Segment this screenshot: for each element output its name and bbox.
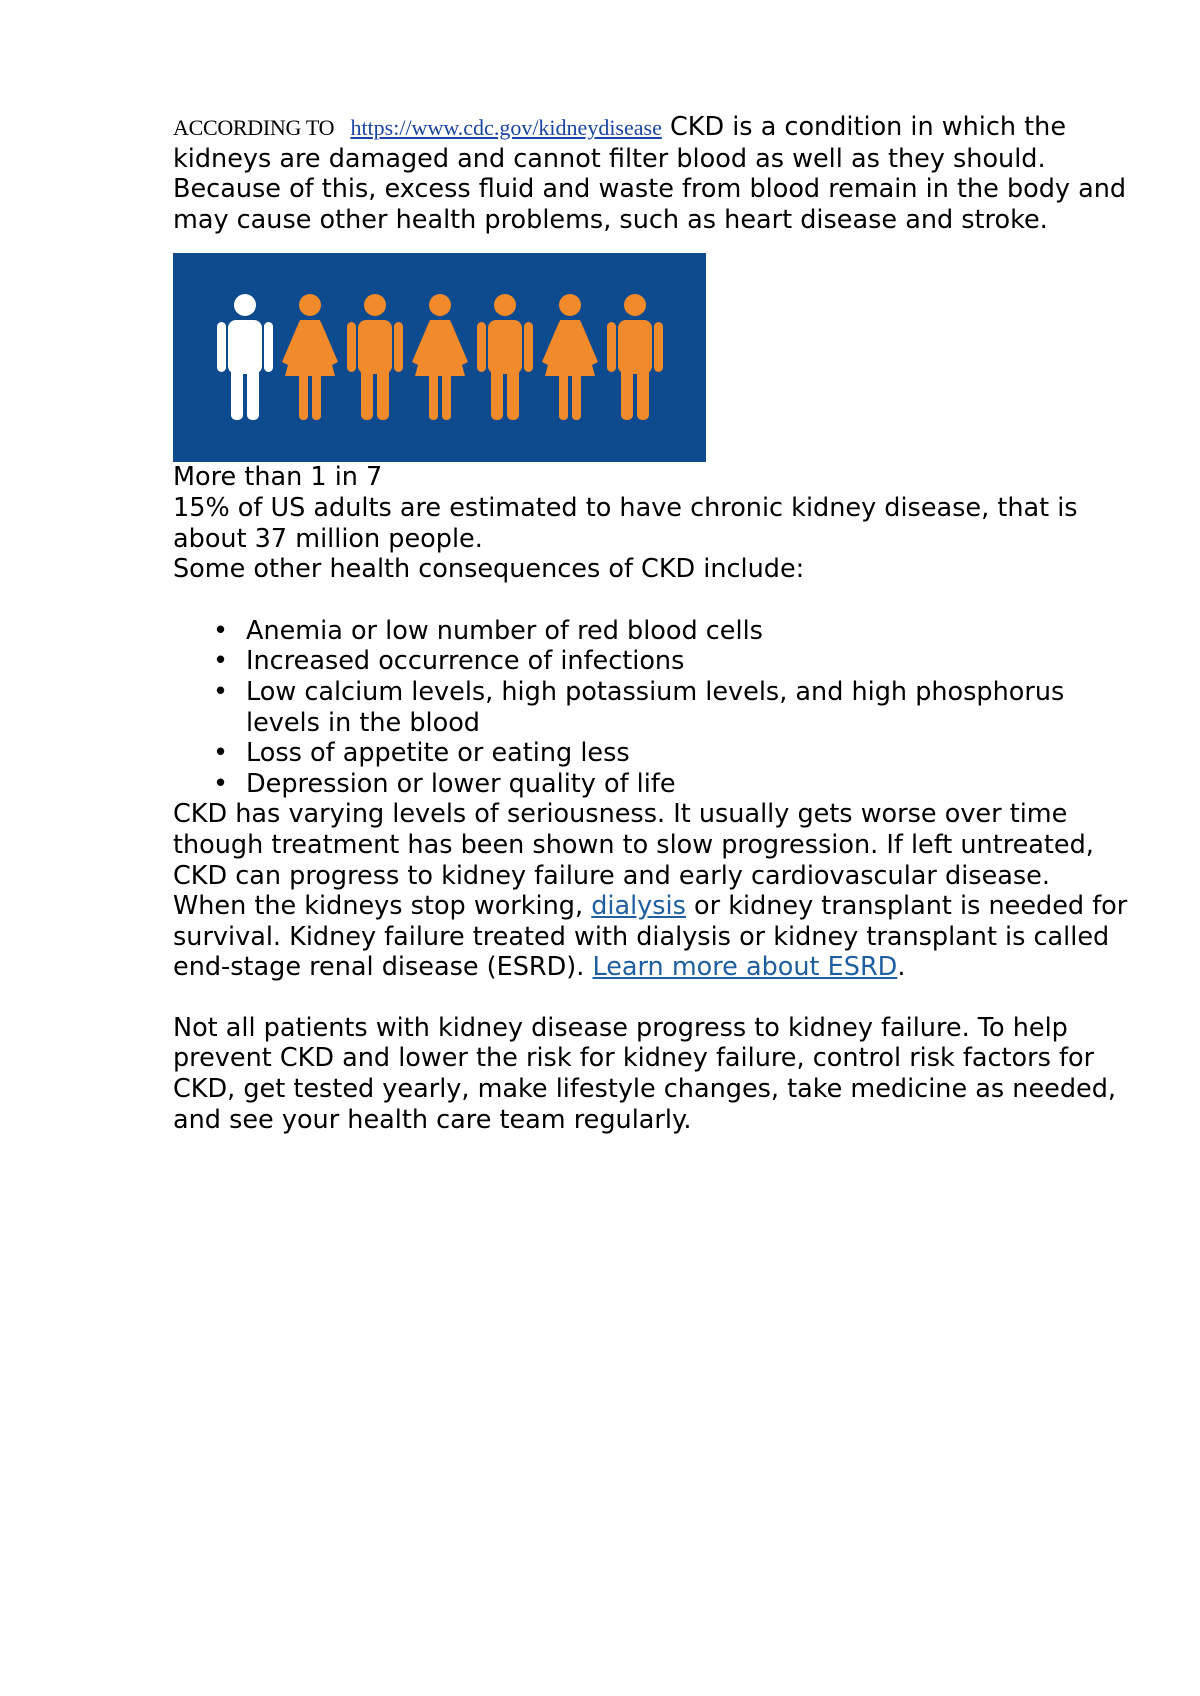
bullet-icon: •	[213, 676, 229, 707]
intro-lead: ACCORDING TO	[173, 115, 335, 140]
seriousness-paragraph: CKD has varying levels of seriousness. It usually gets worse over time though treatment has been shown to slow progression. If left untreated, CKD can progress to kidney failure and early cardiovascular disease. When the kidneys stop working, dialysis or kidney transplant is needed for survival. Kidney failure treated with dialysis or kidney transplant is called end-stage renal disease (ESRD). Learn more about ESRD.	[173, 799, 1128, 983]
document-page	[173, 112, 1128, 1135]
list-item: • Loss of appetite or eating less	[213, 738, 630, 769]
consequences-list	[173, 616, 1128, 800]
dialysis-link[interactable]: dialysis	[591, 891, 686, 922]
bullet-icon: •	[213, 646, 229, 677]
list-item: • Anemia or low number of red blood cells	[213, 615, 763, 646]
stat-headline: More than 1 in 7	[173, 462, 383, 493]
paragraph-gap	[173, 983, 1128, 1013]
bullet-icon: •	[213, 615, 229, 646]
cdc-link[interactable]: https://www.cdc.gov/kidneydisease	[350, 115, 662, 140]
bullet-icon: •	[213, 768, 229, 799]
one-in-seven-infographic	[173, 253, 706, 462]
list-intro: Some other health consequences of CKD include:	[173, 554, 805, 585]
list-item: • Depression or lower quality of life	[213, 768, 676, 799]
intro-text: CKD is a condition in which the kidneys are damaged and cannot filter blood as well as they should. Because of this, excess fluid and waste from blood remain in the body and may cause other health problems, such as heart disease and stroke.	[173, 112, 1127, 235]
stat-detail: 15% of US adults are estimated to have chronic kidney disease, that is about 37 million people.	[173, 492, 1078, 554]
prevention-paragraph: Not all patients with kidney disease progress to kidney failure. To help prevent CKD and lower the risk for kidney failure, control risk factors for CKD, get tested yearly, make lifestyle changes, take medicine as needed, and see your health care team regularly.	[173, 1012, 1116, 1135]
list-item: • Increased occurrence of infections	[213, 646, 685, 677]
learn-more-esrd-link[interactable]: Learn more about ESRD	[592, 952, 898, 983]
intro-paragraph	[173, 112, 1128, 235]
list-item: • Low calcium levels, high potassium levels, and high phosphorus levels in the blood	[213, 676, 1065, 738]
bullet-icon: •	[213, 738, 229, 769]
